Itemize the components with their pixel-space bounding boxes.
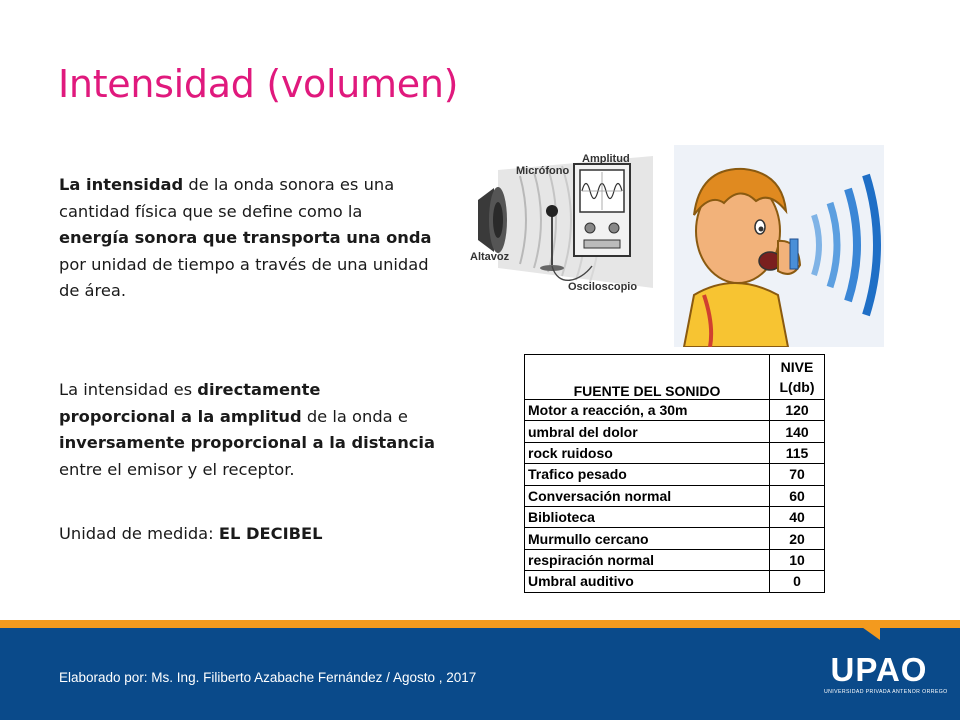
- p2-run-0: La intensidad es: [59, 380, 198, 399]
- p1-run-3: por unidad de tiempo a través de una unidad de área.: [59, 254, 429, 300]
- footer-orange-stripe: [0, 618, 960, 642]
- table-row: [525, 528, 825, 549]
- table-row: [525, 442, 825, 463]
- unit-label: Unidad de medida:: [59, 524, 219, 543]
- header-level-line-1: NIVE: [780, 359, 814, 375]
- header-level: [770, 355, 825, 400]
- row-level: 120: [770, 400, 825, 421]
- label-amplitud: Amplitud: [582, 153, 630, 165]
- slide-title: Intensidad (volumen): [58, 62, 459, 106]
- row-source: Umbral auditivo: [525, 571, 770, 592]
- table-row: [525, 549, 825, 570]
- row-source: Trafico pesado: [525, 464, 770, 485]
- label-microfono: Micrófono: [516, 165, 570, 177]
- upao-logo: [824, 651, 948, 695]
- row-source: Motor a reacción, a 30m: [525, 400, 770, 421]
- intensity-definition-paragraph: [59, 172, 437, 305]
- row-source: Murmullo cercano: [525, 528, 770, 549]
- header-level-line-2: L(db): [779, 379, 815, 395]
- row-source: respiración normal: [525, 549, 770, 570]
- p1-run-1: de la onda sonora es una cantidad física que se define como la: [59, 175, 395, 221]
- row-source: Conversación normal: [525, 485, 770, 506]
- row-source: Biblioteca: [525, 506, 770, 527]
- row-source: umbral del dolor: [525, 421, 770, 442]
- label-osciloscopio: Osciloscopio: [568, 281, 638, 293]
- p2-run-3: inversamente proporcional a la distancia: [59, 433, 436, 452]
- row-level: 10: [770, 549, 825, 570]
- table-row: [525, 464, 825, 485]
- p1-run-0: La intensidad: [59, 175, 184, 194]
- intensity-proportionality-paragraph: [59, 377, 437, 483]
- p2-run-2: de la onda e: [301, 406, 408, 426]
- row-level: 70: [770, 464, 825, 485]
- table-row: [525, 506, 825, 527]
- logo-wordmark: UPAO: [830, 651, 928, 688]
- unit-of-measure: [59, 521, 323, 547]
- table-row: [525, 485, 825, 506]
- logo-subtitle: UNIVERSIDAD PRIVADA ANTENOR ORREGO: [824, 689, 948, 695]
- p2-run-1: directamente proporcional a la amplitud: [59, 380, 321, 426]
- shouting-boy-illustration: [674, 145, 884, 347]
- row-level: 115: [770, 442, 825, 463]
- header-sound-source: FUENTE DEL SONIDO: [525, 355, 770, 400]
- sound-level-table: [524, 354, 825, 593]
- row-level: 0: [770, 571, 825, 592]
- table-header-row: [525, 355, 825, 400]
- table-row: [525, 571, 825, 592]
- table-row: [525, 400, 825, 421]
- row-level: 40: [770, 506, 825, 527]
- table-row: [525, 421, 825, 442]
- row-level: 140: [770, 421, 825, 442]
- unit-value: EL DECIBEL: [218, 524, 323, 543]
- label-altavoz: Altavoz: [470, 251, 510, 263]
- row-source: rock ruidoso: [525, 442, 770, 463]
- boy-figure-icon: [684, 169, 800, 347]
- speaker-microphone-oscilloscope-illustration: [468, 148, 668, 298]
- row-level: 60: [770, 485, 825, 506]
- footer-credit: Elaborado por: Ms. Ing. Filiberto Azabache Fernández / Agosto , 2017: [59, 670, 477, 685]
- row-level: 20: [770, 528, 825, 549]
- speaker-icon: [478, 187, 507, 253]
- oscilloscope-icon: [574, 164, 630, 256]
- p1-run-2: energía sonora que transporta una onda: [59, 228, 432, 247]
- p2-run-4: entre el emisor y el receptor.: [59, 459, 295, 479]
